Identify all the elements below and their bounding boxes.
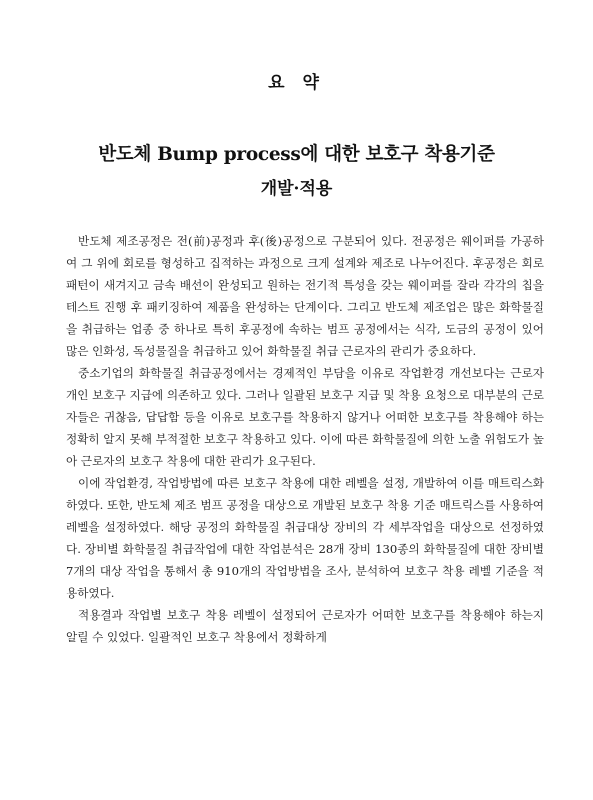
paragraph: 반도체 제조공정은 전(前)공정과 후(後)공정으로 구분되어 있다. 전공정은 웨이퍼를 가공하여 그 위에 회로를 형성하고 집적하는 과정으로 크게 설계와 제조로 나누어진다. 후공정은 회로패턴이 새겨지고 금속 배선이 완성되고 원하는 전기적 특성을 갖는 웨이퍼를 잘라 각각의 칩을 테스트 진행 후 패키징하여 제품을 완성하는 단계이다. 그리고 반도체 제조업은 많은 화학물질을 취급하는 업종 중 하나로 특히 후공정에 속하는 범프 공정에서는 식각, 도금의 공정이 있어 많은 인화성, 독성물질을 취급하고 있어 화학물질 취급 근로자의 관리가 중요하다. [66,234,544,358]
paragraph: 중소기업의 화학물질 취급공정에서는 경제적인 부담을 이유로 작업환경 개선보다는 근로자 개인 보호구 지급에 의존하고 있다. 그러나 일괄된 보호구 지급 및 착용 요청으로 대부분의 근로자들은 귀찮음, 답답함 등을 이유로 보호구를 착용하지 않거나 어떠한 보호구를 착용해야 하는 정확히 알지 못해 부적절한 보호구 착용하고 있다. 이에 따른 화학물질에 의한 노출 위험도가 높아 근로자의 보호구 착용에 대한 관리가 요구된다. [66,366,544,468]
document-title: 반도체 Bump process에 대한 보호구 착용기준 [98,144,495,165]
paragraph: 적용결과 작업별 보호구 착용 레벨이 설정되어 근로자가 어떠한 보호구를 착용해야 하는지 알릴 수 있었다. 일괄적인 보호구 착용에서 정확하게 [66,608,544,644]
paragraph: 이에 작업환경, 작업방법에 따른 보호구 착용에 대한 레벨을 설정, 개발하여 이를 매트릭스화 하였다. 또한, 반도체 제조 범프 공정을 대상으로 개발된 보호구 착용 기준 매트릭스를 사용하여 레벨을 설정하였다. 해당 공정의 화학물질 취급대상 장비의 각 세부작업을 대상으로 선정하였다. 장비별 화학물질 취급작업에 대한 작업분석은 28개 장비 130종의 화학물질에 대한 장비별 7개의 대상 작업을 통해서 총 910개의 작업방법을 조사, 분석하여 보호구 착용 레벨 기준을 적용하였다. [66,476,544,600]
section-heading: 요 약 [268,73,325,93]
abstract-body [66,230,544,648]
document-subtitle: 개발·적용 [260,179,333,199]
